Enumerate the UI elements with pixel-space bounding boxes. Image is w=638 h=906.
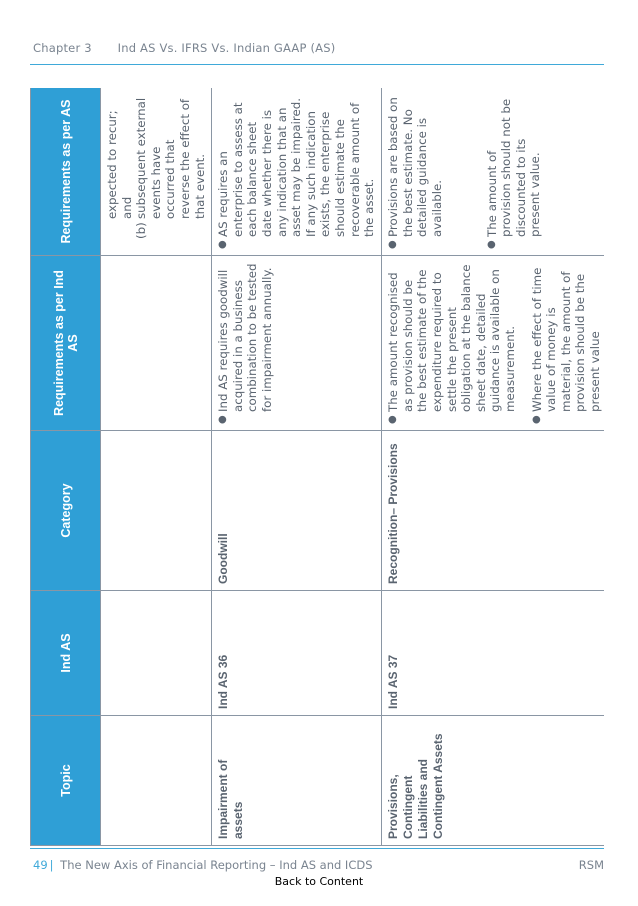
bullet-item: ● Provisions are based on the best estimate. No detailed guidance is available. — [386, 94, 444, 249]
chapter-label: Chapter 3 — [33, 41, 92, 55]
item-b-text: subsequent external events have occurred that reverse the effect of that event. — [134, 97, 207, 219]
cell-ind-as: Ind AS 36 — [212, 591, 382, 716]
cell-req-as — [101, 88, 212, 256]
footer-title: The New Axis of Financial Reporting – Ind AS and ICDS — [60, 858, 373, 872]
cell-req-as — [212, 88, 382, 256]
bullet-item: ● Where the effect of time value of money is material, the amount of provision should be the present value — [530, 262, 603, 424]
bullet-item: ● The amount of provision should not be discounted to its present value. — [485, 94, 543, 249]
rotated-table-container — [30, 88, 604, 846]
page-number: 49 — [33, 858, 48, 872]
cell-category: Recognition– Provisions — [382, 431, 604, 591]
table-header-row — [31, 88, 101, 846]
cell-category: Goodwill — [212, 431, 382, 591]
cell-ind-as: Ind AS 37 — [382, 591, 604, 716]
page-header — [33, 41, 335, 55]
item-b-marker: (b) — [134, 222, 149, 239]
col-header-topic: Topic — [31, 716, 101, 846]
req-as-item-b — [134, 94, 207, 249]
rotated-table — [30, 88, 604, 846]
cell-req-ind-as — [101, 256, 212, 431]
cell-category — [101, 431, 212, 591]
back-to-content-link[interactable]: Back to Content — [274, 875, 364, 888]
footer-rule — [30, 848, 604, 849]
bullet-item: ● AS requires an enterprise to assess at each balance sheet date whether there is any indication that an asset may be impaired. If any such indication exists, the enterprise should estimate the recoverable amount of the asset. — [216, 94, 377, 249]
chapter-title: Ind AS Vs. IFRS Vs. Indian GAAP (AS) — [117, 41, 336, 55]
bullet-item: ● Ind AS requires goodwill acquired in a business combination to be tested for impairment annually. — [216, 262, 274, 424]
footer-divider: | — [49, 858, 54, 872]
table-row — [212, 88, 382, 846]
col-header-category: Category — [31, 431, 101, 591]
col-header-req-as: Requirements as per AS — [31, 88, 101, 256]
cell-ind-as — [101, 591, 212, 716]
table-row — [382, 88, 604, 846]
cell-req-as — [382, 88, 604, 256]
brand-label: RSM — [578, 858, 604, 872]
cell-req-ind-as — [212, 256, 382, 431]
table-row — [101, 88, 212, 846]
comparison-table — [30, 88, 604, 846]
cell-req-ind-as — [382, 256, 604, 431]
header-rule — [30, 64, 604, 65]
cell-topic — [101, 716, 212, 846]
col-header-ind-as: Ind AS — [31, 591, 101, 716]
cell-topic: Impairment of assets — [212, 716, 382, 846]
page-footer — [33, 858, 373, 872]
cell-topic: Provisions, Contingent Liabilities and Contingent Assets — [382, 716, 604, 846]
req-as-continued-text: expected to recur; and — [105, 110, 134, 219]
bullet-item: ● The amount recognised as provision should be the best estimate of the expenditure required to settle the present obligation at the balance sheet date, detailed guidance is available on measurement. — [386, 262, 517, 424]
col-header-req-ind-as: Requirements as per Ind AS — [31, 256, 101, 431]
